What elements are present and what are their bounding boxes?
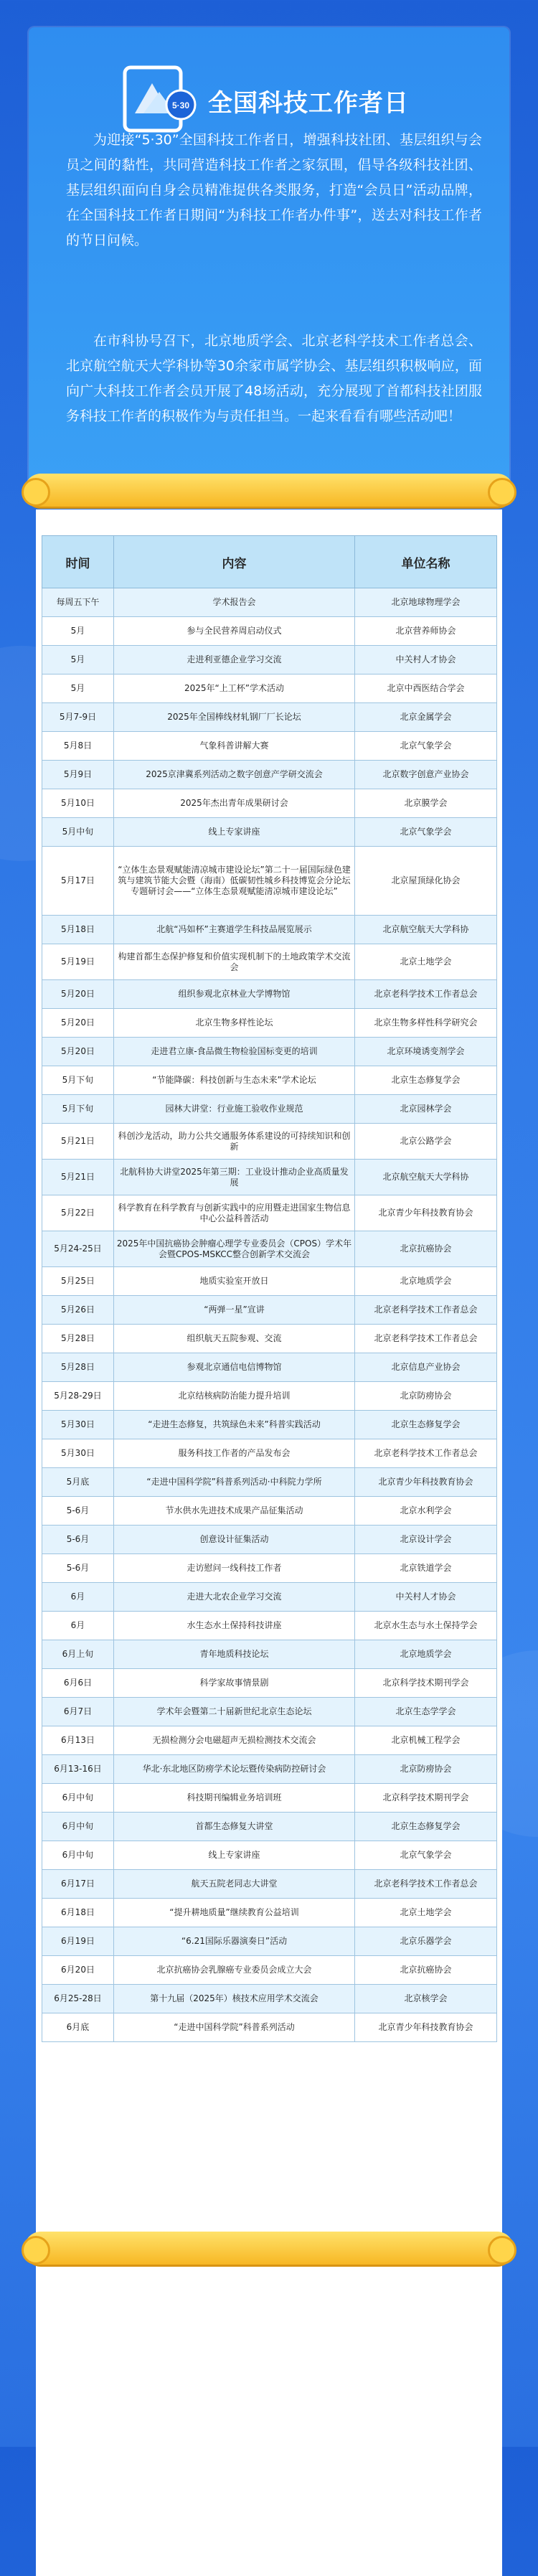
cell-time: 5月18日 (42, 916, 114, 944)
table-row (42, 1439, 497, 1468)
cell-time: 5月28日 (42, 1325, 114, 1353)
page-title: 全国科技工作者日 (208, 89, 409, 118)
table-row (42, 703, 497, 732)
table-row (42, 847, 497, 916)
cell-content: “提升耕地质量”继续教育公益培训 (114, 1899, 355, 1927)
cell-time: 5月21日 (42, 1160, 114, 1195)
cell-unit: 北京乐器学会 (355, 1927, 497, 1956)
cell-unit: 北京园林学会 (355, 1095, 497, 1124)
cell-unit: 北京科学技术期刊学会 (355, 1784, 497, 1813)
table-row (42, 1554, 497, 1583)
cell-content: 走进利亚德企业学习交流 (114, 646, 355, 674)
cell-content: 走访慰问一线科技工作者 (114, 1554, 355, 1583)
table-row (42, 1813, 497, 1841)
cell-unit: 北京老科学技术工作者总会 (355, 1296, 497, 1325)
table-row (42, 1841, 497, 1870)
footer-line: 致敬每一位在科研一线默默坚守、 (140, 2358, 398, 2378)
table-row (42, 916, 497, 944)
cell-content: 航天五院老同志大讲堂 (114, 1870, 355, 1899)
cell-content: 华北·东北地区防痨学术论坛暨传染病防控研讨会 (114, 1755, 355, 1784)
header-unit: 单位名称 (355, 536, 497, 588)
cell-unit: 北京青少年科技教育协会 (355, 1195, 497, 1231)
cell-time: 5月30日 (42, 1439, 114, 1468)
table-row (42, 1066, 497, 1095)
table-row (42, 761, 497, 789)
cell-content: 科学家故事情景剧 (114, 1669, 355, 1698)
table-row (42, 1899, 497, 1927)
cell-time: 5月22日 (42, 1195, 114, 1231)
scroll-bottom-rod (24, 2232, 514, 2265)
cell-content: 服务科技工作者的产品发布会 (114, 1439, 355, 1468)
table-row (42, 1612, 497, 1640)
table-row (42, 1985, 497, 2013)
table-row (42, 1927, 497, 1956)
cell-unit: 中关村人才协会 (355, 646, 497, 674)
cell-time: 6月中旬 (42, 1784, 114, 1813)
activity-schedule-table (42, 535, 497, 2042)
cell-unit: 北京环境诱变剂学会 (355, 1038, 497, 1066)
footer-line: 勇攀高峰的科技工作者！ (174, 2387, 364, 2407)
cell-time: 6月中旬 (42, 1841, 114, 1870)
table-row (42, 1009, 497, 1038)
cell-content: 参与全民营养周启动仪式 (114, 617, 355, 646)
footer-line: 欢迎广大科技工作者持续关注、积极参与。 (105, 2329, 433, 2349)
cell-content: 北京抗癌协会乳腺癌专业委员会成立大会 (114, 1956, 355, 1985)
cell-time: 6月底 (42, 2013, 114, 2042)
cell-time: 5月9日 (42, 761, 114, 789)
table-row (42, 1784, 497, 1813)
cell-content: 2025年“上工杯”学术活动 (114, 674, 355, 703)
table-row (42, 1468, 497, 1497)
five-thirty-logo-icon (122, 63, 201, 135)
cell-content: 北京生物多样性论坛 (114, 1009, 355, 1038)
logo-text: 5·30 (171, 100, 190, 111)
cell-unit: 北京抗癌协会 (355, 1956, 497, 1985)
cell-unit: 北京信息产业协会 (355, 1353, 497, 1382)
cell-unit: 北京气象学会 (355, 732, 497, 761)
cell-content: 学术年会暨第二十届新世纪北京生态论坛 (114, 1698, 355, 1726)
cell-content: 北京结核病防治能力提升培训 (114, 1382, 355, 1411)
table-row (42, 1583, 497, 1612)
cell-time: 5-6月 (42, 1554, 114, 1583)
table-row (42, 818, 497, 847)
cell-content: 水生态水土保持科技讲座 (114, 1612, 355, 1640)
table-row (42, 617, 497, 646)
table-row (42, 1698, 497, 1726)
cell-time: 5-6月 (42, 1497, 114, 1526)
cell-time: 5月17日 (42, 847, 114, 916)
cell-content: 走进大北农企业学习交流 (114, 1583, 355, 1612)
cell-content: 组织航天五院参观、交流 (114, 1325, 355, 1353)
cell-content: 创意设计征集活动 (114, 1526, 355, 1554)
scroll-end-cap (488, 2236, 516, 2265)
cell-time: 6月13日 (42, 1726, 114, 1755)
cell-content: 气象科普讲解大赛 (114, 732, 355, 761)
cell-content: “节能降碳：科技创新与生态未来”学术论坛 (114, 1066, 355, 1095)
cell-time: 6月6日 (42, 1669, 114, 1698)
cell-time: 6月25-28日 (42, 1985, 114, 2013)
cell-content: 2025年中国抗癌协会肿瘤心理学专业委员会（CPOS）学术年会暨CPOS-MSKCC整合创新学术交流会 (114, 1231, 355, 1267)
table-row (42, 1160, 497, 1195)
cell-time: 5月20日 (42, 1009, 114, 1038)
table-row (42, 1124, 497, 1160)
cell-unit: 北京青少年科技教育协会 (355, 1468, 497, 1497)
cell-unit: 北京生物多样性科学研究会 (355, 1009, 497, 1038)
cell-unit: 北京水生态与水土保持学会 (355, 1612, 497, 1640)
cell-time: 6月上旬 (42, 1640, 114, 1669)
cell-content: 地质实验室开放日 (114, 1267, 355, 1296)
table-row (42, 1526, 497, 1554)
cell-content: 科技期刊编辑业务培训班 (114, 1784, 355, 1813)
cell-time: 6月中旬 (42, 1813, 114, 1841)
cell-unit: 北京老科学技术工作者总会 (355, 1870, 497, 1899)
cell-unit: 北京核学会 (355, 1985, 497, 2013)
cell-content: “两弹一星”宣讲 (114, 1296, 355, 1325)
cell-time: 5月 (42, 617, 114, 646)
cell-time: 5月28日 (42, 1353, 114, 1382)
cell-time: 5月中旬 (42, 818, 114, 847)
cell-content: “走进中国科学院”科普系列活动·中科院力学所 (114, 1468, 355, 1497)
cell-unit: 北京生态修复学会 (355, 1411, 497, 1439)
cell-unit: 北京航空航天大学科协 (355, 916, 497, 944)
cell-unit: 北京气象学会 (355, 818, 497, 847)
cell-unit: 北京公路学会 (355, 1124, 497, 1160)
table-row (42, 1669, 497, 1698)
cell-content: 组织参观北京林业大学博物馆 (114, 980, 355, 1009)
cell-time: 5月底 (42, 1468, 114, 1497)
cell-unit: 北京膜学会 (355, 789, 497, 818)
cell-content: 线上专家讲座 (114, 1841, 355, 1870)
cell-content: 2025年杰出青年成果研讨会 (114, 789, 355, 818)
table-row (42, 1195, 497, 1231)
scroll-end-cap (22, 478, 50, 507)
cell-unit: 北京航空航天大学科协 (355, 1160, 497, 1195)
cell-time: 5月21日 (42, 1124, 114, 1160)
table-row (42, 1038, 497, 1066)
cell-unit: 北京气象学会 (355, 1841, 497, 1870)
cell-time: 5月8日 (42, 732, 114, 761)
intro-paragraph-2: 在市科协号召下，北京地质学会、北京老科学技术工作者总会、北京航空航天大学科协等30余家市属学协会、基层组织积极响应，面向广大科技工作者会员开展了48场活动，充分展现了首都科技社团服务科技工作者的积极作为与责任担当。一起来看看有哪些活动吧！ (66, 333, 482, 424)
table-row (42, 1353, 497, 1382)
cell-time: 5月28-29日 (42, 1382, 114, 1411)
cell-time: 5月25日 (42, 1267, 114, 1296)
cell-unit: 北京水利学会 (355, 1497, 497, 1526)
cell-time: 5月 (42, 674, 114, 703)
scroll-end-cap (488, 478, 516, 507)
cell-unit: 北京土地学会 (355, 944, 497, 980)
table-row (42, 1267, 497, 1296)
table-row (42, 789, 497, 818)
cell-unit: 北京屋顶绿化协会 (355, 847, 497, 916)
cell-content: 北航科协大讲堂2025年第三期：工业设计推动企业高质量发展 (114, 1160, 355, 1195)
cell-time: 6月 (42, 1612, 114, 1640)
cell-content: 线上专家讲座 (114, 818, 355, 847)
cell-content: “走进生态修复，共筑绿色未来”科普实践活动 (114, 1411, 355, 1439)
cell-unit: 北京设计学会 (355, 1526, 497, 1554)
cell-unit: 北京机械工程学会 (355, 1726, 497, 1755)
cell-unit: 北京生态修复学会 (355, 1813, 497, 1841)
cell-time: 6月18日 (42, 1899, 114, 1927)
footer-line: 更多精彩活动还“在路上”， (165, 2300, 373, 2321)
cell-content: “立体生态景观赋能清凉城市建设论坛”第二十一届国际绿色建筑与建筑节能大会暨（海南）低碳韧性城乡科技博览会分论坛专题研讨会——“立体生态景观赋能清凉城市建设论坛” (114, 847, 355, 916)
cell-time: 6月7日 (42, 1698, 114, 1726)
cell-time: 6月 (42, 1583, 114, 1612)
cell-content: “走进中国科学院”科普系列活动 (114, 2013, 355, 2042)
table-row (42, 588, 497, 617)
header-content: 内容 (114, 536, 355, 588)
table-row (42, 674, 497, 703)
cell-unit: 北京生态修复学会 (355, 1066, 497, 1095)
cell-unit: 北京营养师协会 (355, 617, 497, 646)
cell-time: 6月20日 (42, 1956, 114, 1985)
table-body (42, 588, 497, 2042)
cell-unit: 北京地球物理学会 (355, 588, 497, 617)
cell-content: 北航“冯如杯”主赛道学生科技品展览展示 (114, 916, 355, 944)
table-row (42, 980, 497, 1009)
cell-time: 6月19日 (42, 1927, 114, 1956)
intro-paragraph-1: 为迎接“5·30”全国科技工作者日，增强科技社团、基层组织与会员之间的黏性，共同营造科技工作者之家氛围，倡导各级科技社团、基层组织面向自身会员精准提供各类服务，打造“会员日”活动品牌，在全国科技工作者日期间“为科技工作者办件事”，送去对科技工作者的节日问候。 (66, 132, 482, 248)
table-row (42, 1296, 497, 1325)
cell-time: 5月10日 (42, 789, 114, 818)
cell-content: 学术报告会 (114, 588, 355, 617)
table-row (42, 732, 497, 761)
cell-content: “6.21国际乐器演奏日”活动 (114, 1927, 355, 1956)
footer-message (0, 2296, 538, 2411)
cell-unit: 北京金属学会 (355, 703, 497, 732)
cell-unit: 北京防痨协会 (355, 1382, 497, 1411)
cell-unit: 北京铁道学会 (355, 1554, 497, 1583)
cell-unit: 北京地质学会 (355, 1640, 497, 1669)
cell-content: 园林大讲堂：行业施工验收作业规范 (114, 1095, 355, 1124)
table-row (42, 1870, 497, 1899)
table-row (42, 1325, 497, 1353)
scroll-end-cap (22, 2236, 50, 2265)
table-row (42, 646, 497, 674)
table-row (42, 1411, 497, 1439)
cell-time: 5月 (42, 646, 114, 674)
cell-time: 5月20日 (42, 980, 114, 1009)
cell-unit: 北京地质学会 (355, 1267, 497, 1296)
cell-content: 青年地质科技论坛 (114, 1640, 355, 1669)
cell-unit: 北京中西医结合学会 (355, 674, 497, 703)
cell-unit: 北京老科学技术工作者总会 (355, 980, 497, 1009)
cell-content: 无损检测分会电磁超声无损检测技术交流会 (114, 1726, 355, 1755)
cell-time: 5月下旬 (42, 1095, 114, 1124)
cell-time: 5月19日 (42, 944, 114, 980)
cell-unit: 北京科学技术期刊学会 (355, 1669, 497, 1698)
cell-content: 2025年全国棒线材轧钢厂厂长论坛 (114, 703, 355, 732)
table-row (42, 1640, 497, 1669)
table-row (42, 944, 497, 980)
cell-time: 6月17日 (42, 1870, 114, 1899)
cell-unit: 北京青少年科技教育协会 (355, 2013, 497, 2042)
cell-content: 节水供水先进技术成果产品征集活动 (114, 1497, 355, 1526)
cell-time: 5月30日 (42, 1411, 114, 1439)
cell-content: 构建首都生态保护修复和价值实现机制下的土地政策学术交流会 (114, 944, 355, 980)
cell-content: 首都生态修复大讲堂 (114, 1813, 355, 1841)
table-row (42, 1231, 497, 1267)
scroll-top-rod (24, 474, 514, 507)
header-time: 时间 (42, 536, 114, 588)
table-row (42, 1726, 497, 1755)
cell-unit: 北京老科学技术工作者总会 (355, 1325, 497, 1353)
cell-unit: 中关村人才协会 (355, 1583, 497, 1612)
cell-time: 5-6月 (42, 1526, 114, 1554)
cell-time: 5月26日 (42, 1296, 114, 1325)
table-row (42, 1095, 497, 1124)
cell-time: 5月20日 (42, 1038, 114, 1066)
cell-content: 参观北京通信电信博物馆 (114, 1353, 355, 1382)
cell-content: 2025京津冀系列活动之数字创意产学研交流会 (114, 761, 355, 789)
cell-content: 科创沙龙活动，助力公共交通服务体系建设的可持续知识和创新 (114, 1124, 355, 1160)
cell-time: 6月13-16日 (42, 1755, 114, 1784)
cell-unit: 北京土地学会 (355, 1899, 497, 1927)
cell-time: 5月7-9日 (42, 703, 114, 732)
cell-time: 5月24-25日 (42, 1231, 114, 1267)
table-row (42, 1956, 497, 1985)
table-row (42, 2013, 497, 2042)
cell-unit: 北京数字创意产业协会 (355, 761, 497, 789)
cell-content: 第十九届（2025年）核技术应用学术交流会 (114, 1985, 355, 2013)
cell-content: 科学教育在科学教育与创新实践中的应用暨走进国家生物信息中心公益科普活动 (114, 1195, 355, 1231)
table-row (42, 1755, 497, 1784)
cell-unit: 北京防痨协会 (355, 1755, 497, 1784)
cell-unit: 北京生态学学会 (355, 1698, 497, 1726)
table-row (42, 1382, 497, 1411)
table-row (42, 1497, 497, 1526)
cell-unit: 北京抗癌协会 (355, 1231, 497, 1267)
table-header-row (42, 536, 497, 588)
cell-content: 走进君立康-食品微生物检验国标变更的培训 (114, 1038, 355, 1066)
cell-time: 每周五下午 (42, 588, 114, 617)
cell-unit: 北京老科学技术工作者总会 (355, 1439, 497, 1468)
cell-time: 5月下旬 (42, 1066, 114, 1095)
